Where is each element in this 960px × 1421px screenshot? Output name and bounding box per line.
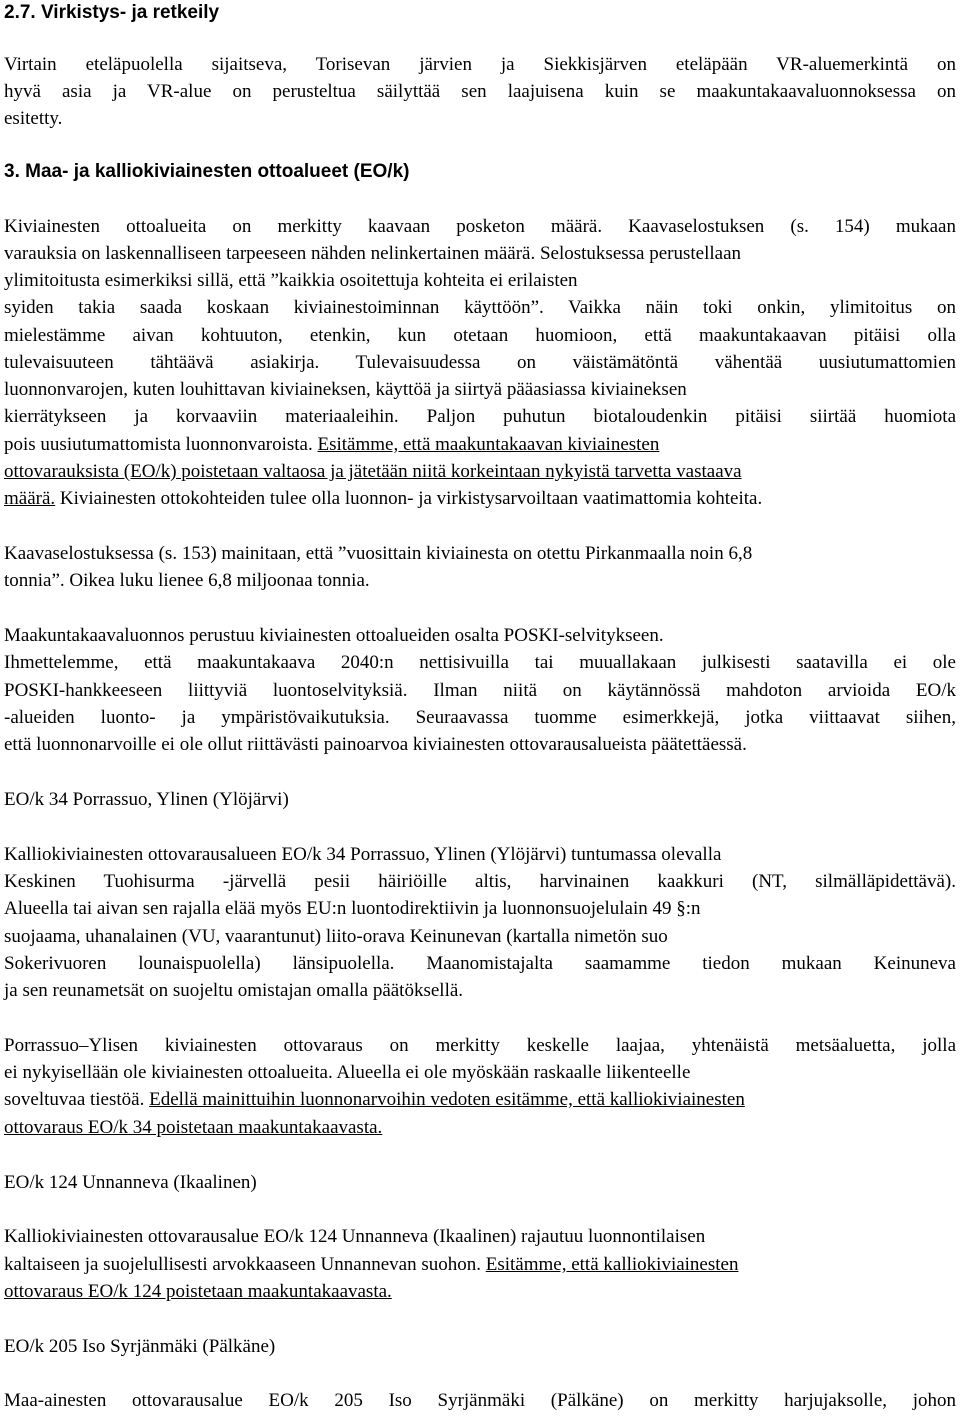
plain-text: soveltuvaa tiestöä. [4, 1089, 150, 1110]
subsection-title: EO/k 205 Iso Syrjänmäki (Pälkäne) [4, 1336, 276, 1357]
section-heading-3: 3. Maa- ja kalliokiviainesten ottoalueet (EO/k) [4, 161, 410, 182]
paragraph-line: suojaama, uhanalainen (VU, vaarantunut) liito-orava Keinunevan (kartalla nimetön suo [4, 926, 668, 947]
paragraph-line: ja sen reunametsät on suojeltu omistajan omalla päätöksellä. [4, 980, 464, 1001]
paragraph-line: esitetty. [4, 108, 63, 129]
subsection-title: EO/k 124 Unnanneva (Ikaalinen) [4, 1172, 257, 1193]
plain-text: Kiviainesten ottokohteiden tulee olla luonnon- ja virkistysarvoiltaan vaatimattomia kohteita. [55, 488, 763, 509]
paragraph-line: hyvä asia ja VR-alue on perusteltua säilyttää sen laajuisena kuin se maakuntakaavaluonnoksessa on [4, 81, 956, 102]
paragraph-line: Maa-ainesten ottovarausalue EO/k 205 Iso Syrjänmäki (Pälkäne) on merkitty harjujaksolle, johon [4, 1390, 956, 1411]
proposal-text: Edellä mainittuihin luonnonarvoihin vedoten esitämme, että kalliokiviainesten [149, 1089, 745, 1110]
paragraph-line [4, 1253, 738, 1277]
proposal-text: Esitämme, että kalliokiviainesten [485, 1254, 739, 1275]
paragraph-line: syiden takia saada koskaan kiviainestoiminnan käyttöön”. Vaikka näin toki onkin, ylimitoitus on [4, 297, 956, 318]
paragraph-line [4, 460, 742, 484]
paragraph-line: Sokerivuoren lounaispuolella) länsipuolella. Maanomistajalta saamamme tiedon mukaan Keinuneva [4, 953, 956, 974]
proposal-text: ottovaraus EO/k 124 poistetaan maakuntakaavasta. [4, 1281, 392, 1302]
paragraph-line: kierrätykseen ja korvaaviin materiaaleihin. Paljon puhutun biotaloudenkin pitäisi siirtää huomiota [4, 406, 956, 427]
paragraph-line: Ihmettelemme, että maakuntakaava 2040:n nettisivuilla tai muuallakaan julkisesti saatavilla ei ole [4, 652, 956, 673]
paragraph-line [4, 487, 762, 511]
plain-text: kaltaiseen ja suojelullisesti arvokkaaseen Unnannevan suohon. [4, 1254, 486, 1275]
subsection-title: EO/k 34 Porrassuo, Ylinen (Ylöjärvi) [4, 789, 289, 810]
paragraph-line: Kiviainesten ottoalueita on merkitty kaavaan posketon määrä. Kaavaselostuksen (s. 154) mukaan [4, 216, 956, 237]
paragraph-line: -alueiden luonto- ja ympäristövaikutuksia. Seuraavassa tuomme esimerkkejä, jotka viittaavat siihen, [4, 707, 956, 728]
proposal-text: määrä. [4, 488, 56, 509]
paragraph-line: ylimitoitusta esimerkiksi sillä, että ”kaikkia osoitettuja kohteita ei erilaisten [4, 270, 578, 291]
paragraph-line: Alueella tai aivan sen rajalla elää myös EU:n luontodirektiivin ja luonnonsuojelulain 49 §:n [4, 898, 701, 919]
proposal-text: Esitämme, että maakuntakaavan kiviainesten [317, 434, 660, 455]
paragraph-line: varauksia on laskennalliseen tarpeeseen nähden nelinkertainen määrä. Selostuksessa perustellaan [4, 243, 742, 264]
paragraph-line: Porrassuo–Ylisen kiviainesten ottovaraus on merkitty keskelle laajaa, yhtenäistä metsäaluetta, jolla [4, 1035, 956, 1056]
paragraph-line [4, 1088, 745, 1112]
paragraph-line: Keskinen Tuohisurma -järvellä pesii häiriöille altis, harvinainen kaakkuri (NT, silmälläpidettävä). [4, 871, 956, 892]
paragraph-line: tulevaisuuteen tähtäävä asiakirja. Tulevaisuudessa on väistämätöntä vähentää uusiutumattomien [4, 352, 956, 373]
paragraph-line: Kalliokiviainesten ottovarausalueen EO/k 34 Porrassuo, Ylinen (Ylöjärvi) tuntumassa olevalla [4, 844, 722, 865]
paragraph-line: mielestämme aivan kohtuuton, etenkin, kun otetaan huomioon, että maakuntakaavan pitäisi olla [4, 325, 956, 346]
paragraph-line: Kaavaselostuksessa (s. 153) mainitaan, että ”vuosittain kiviainesta on otettu Pirkanmaalla noin 6,8 [4, 543, 753, 564]
paragraph-line [4, 433, 659, 457]
plain-text: pois uusiutumattomista luonnonvaroista. [4, 434, 318, 455]
paragraph-line: tonnia”. Oikea luku lienee 6,8 miljoonaa tonnia. [4, 570, 370, 591]
proposal-text: ottovaraus EO/k 34 poistetaan maakuntakaavasta. [4, 1117, 383, 1138]
paragraph-line: Virtain eteläpuolella sijaitseva, Torisevan järvien ja Siekkisjärven eteläpään VR-aluemerkintä on [4, 54, 956, 75]
paragraph-line: että luonnonarvoille ei ole ollut riittävästi painoarvoa kiviainesten ottovarausalueista päätettäessä. [4, 734, 747, 755]
section-heading-2-7: 2.7. Virkistys- ja retkeily [4, 2, 220, 23]
paragraph-line: Kalliokiviainesten ottovarausalue EO/k 124 Unnanneva (Ikaalinen) rajautuu luonnontilaisen [4, 1226, 706, 1247]
proposal-text: ottovarauksista (EO/k) poistetaan valtaosa ja jätetään niitä korkeintaan nykyistä tarvetta vastaava [4, 461, 742, 482]
paragraph-line: Maakuntakaavaluonnos perustuu kiviainesten ottoalueiden osalta POSKI-selvitykseen. [4, 625, 664, 646]
paragraph-line: luonnonvarojen, kuten louhittavan kiviaineksen, käyttöä ja siirtyä pääasiassa kiviaineksen [4, 379, 687, 400]
paragraph-line [4, 1280, 392, 1304]
paragraph-line: POSKI-hankkeeseen liittyviä luontoselvityksiä. Ilman niitä on käytännössä mahdoton arvioida EO/k [4, 680, 956, 701]
paragraph-line [4, 1116, 382, 1140]
paragraph-line: ei nykyisellään ole kiviainesten ottoalueita. Alueella ei ole myöskään raskaalle liikenteelle [4, 1062, 691, 1083]
